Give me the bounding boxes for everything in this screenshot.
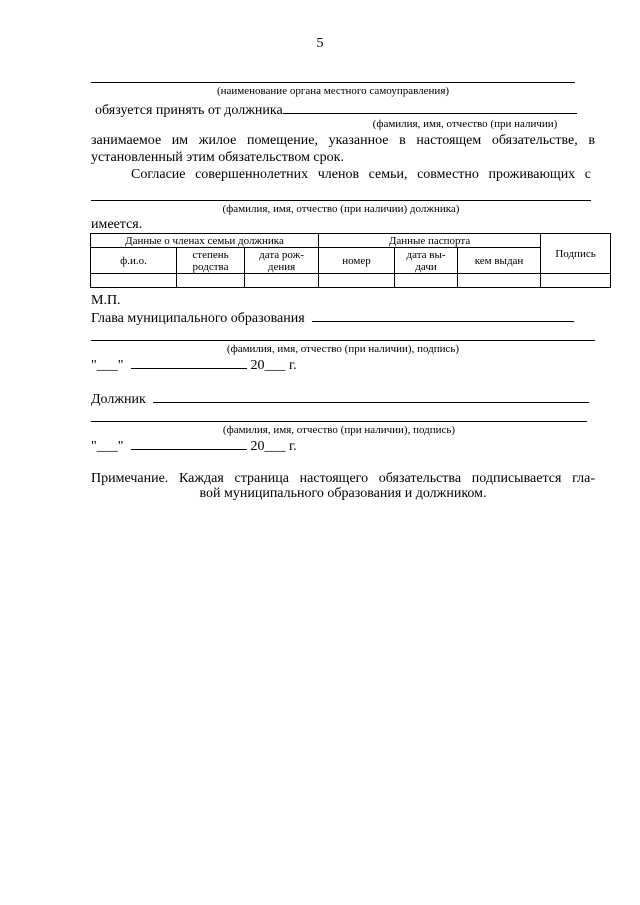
date-day-blank: ___ bbox=[96, 358, 118, 373]
header-birth-line-2: дения bbox=[267, 260, 296, 273]
date-month-blank bbox=[131, 437, 247, 450]
paragraph-line-2: установленный этим обязательством срок. bbox=[91, 150, 344, 165]
debtor-label: Должник bbox=[91, 392, 146, 407]
date-open-quote: " bbox=[91, 358, 97, 373]
date-year-prefix: 20 bbox=[250, 439, 265, 454]
table-row bbox=[91, 274, 611, 288]
debtor-name-blank-2 bbox=[153, 390, 589, 403]
header-birth-line-1: дата рож- bbox=[259, 248, 304, 261]
header-family-data: Данные о членах семьи должника bbox=[91, 234, 319, 248]
date-year-prefix: 20 bbox=[250, 358, 265, 373]
date-year-blank: ___ bbox=[264, 439, 286, 454]
has-text: имеется. bbox=[91, 217, 143, 232]
debtor-name-blank bbox=[283, 101, 577, 114]
note-line-1: Примечание. Каждая страница настоящего обязательства подписывается гла- bbox=[91, 471, 595, 486]
table-header-row-1 bbox=[91, 234, 611, 248]
header-birth-date bbox=[245, 248, 319, 274]
header-number: номер bbox=[319, 248, 395, 274]
date-close-quote: " bbox=[117, 439, 124, 454]
date-close-quote: " bbox=[117, 358, 124, 373]
table-cell bbox=[541, 274, 611, 288]
table-header-row-2 bbox=[91, 248, 611, 274]
debtor-fio-line bbox=[91, 200, 591, 201]
date-suffix: г. bbox=[288, 439, 297, 454]
head-label: Глава муниципального образования bbox=[91, 311, 305, 326]
debtor-fio-sign-line bbox=[91, 421, 587, 422]
obligation-text bbox=[95, 101, 577, 119]
table-cell bbox=[458, 274, 541, 288]
debtor-fio-sign-caption: (фамилия, имя, отчество (при наличии), подпись) bbox=[222, 424, 456, 436]
note-line-2: вой муниципального образования и должником. bbox=[199, 486, 487, 501]
page-number: 5 bbox=[316, 36, 324, 51]
header-relation bbox=[177, 248, 245, 274]
head-fio-caption: (фамилия, имя, отчество (при наличии), подпись) bbox=[226, 343, 460, 355]
header-issue-line-1: дата вы- bbox=[406, 248, 446, 261]
head-signature-row bbox=[91, 309, 574, 327]
header-fio: ф.и.о. bbox=[91, 248, 177, 274]
header-relation-line-2: родства bbox=[192, 260, 229, 273]
note bbox=[91, 471, 595, 501]
date-suffix: г. bbox=[288, 358, 297, 373]
table-cell bbox=[319, 274, 395, 288]
consent-line: Согласие совершеннолетних членов семьи, совместно проживающих с bbox=[131, 167, 591, 182]
authority-name-line bbox=[91, 82, 575, 83]
date-line-1 bbox=[91, 356, 297, 374]
family-members-table bbox=[90, 233, 611, 288]
paragraph-line-1: занимаемое им жилое помещение, указанное в настоящем обязательстве, в bbox=[91, 133, 595, 148]
header-passport-data: Данные паспорта bbox=[319, 234, 541, 248]
debtor-signature-row bbox=[91, 390, 589, 408]
head-fio-line bbox=[91, 340, 595, 341]
table-cell bbox=[177, 274, 245, 288]
obligation-label: обязуется принять от должника bbox=[95, 103, 283, 118]
date-month-blank bbox=[131, 356, 247, 369]
fio-caption-1: (фамилия, имя, отчество (при наличии) bbox=[372, 118, 558, 130]
date-year-blank: ___ bbox=[264, 358, 286, 373]
table-cell bbox=[245, 274, 319, 288]
header-issued-by: кем выдан bbox=[458, 248, 541, 274]
debtor-fio-caption: (фамилия, имя, отчество (при наличии) должника) bbox=[222, 203, 460, 215]
date-day-blank: ___ bbox=[96, 439, 118, 454]
head-name-blank bbox=[312, 309, 574, 322]
authority-caption: (наименование органа местного самоуправления) bbox=[216, 85, 450, 97]
date-line-2 bbox=[91, 437, 297, 455]
header-issue-line-2: дачи bbox=[415, 260, 437, 273]
table-cell bbox=[395, 274, 458, 288]
date-open-quote: " bbox=[91, 439, 97, 454]
header-issue-date bbox=[395, 248, 458, 274]
header-relation-line-1: степень bbox=[192, 248, 229, 261]
header-signature: Подпись bbox=[541, 234, 611, 274]
stamp-place: М.П. bbox=[91, 293, 121, 308]
table-cell bbox=[91, 274, 177, 288]
